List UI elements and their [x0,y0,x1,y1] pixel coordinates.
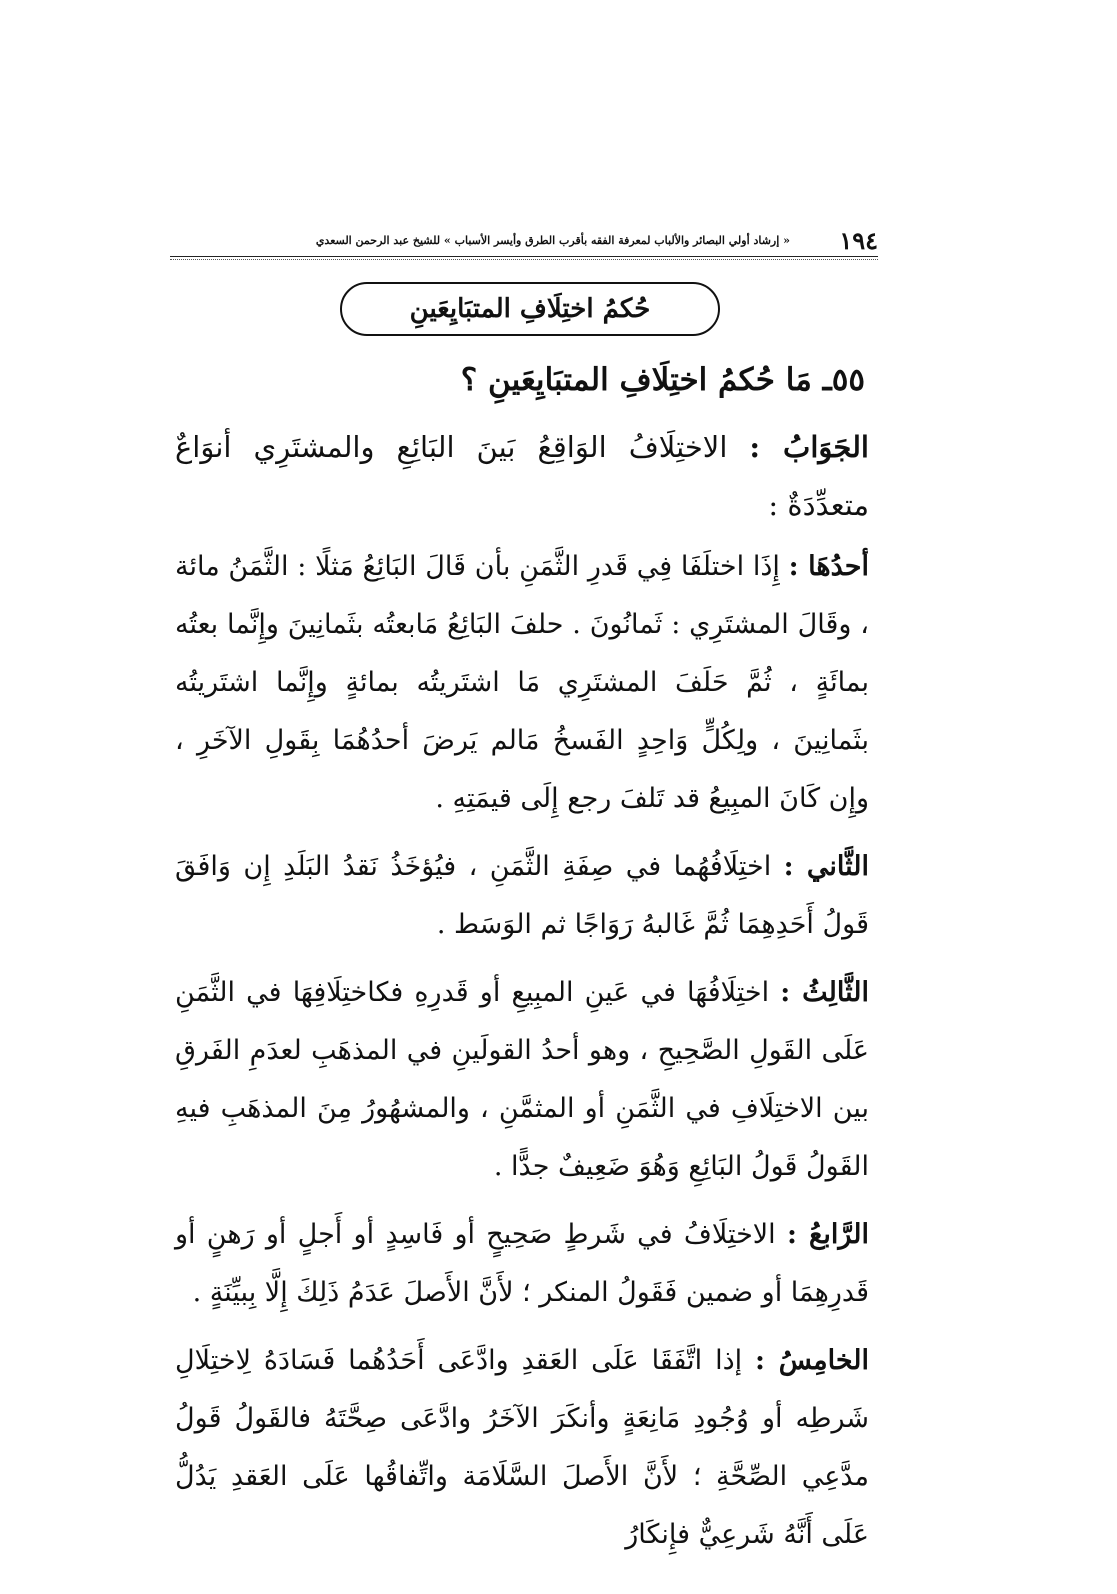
paragraph-lead: الثَّاني : [783,851,869,882]
running-header [170,226,878,256]
answer-paragraph [175,418,869,534]
running-title: « إرشاد أولي البصائر والألباب لمعرفة الفقه بأقرب الطرق وأيسر الأسباب » للشيخ عبد الرحمن السعدي [315,234,790,247]
paragraph-first [175,538,869,828]
page-number: ١٩٤ [839,226,878,255]
paragraph-text: إذا اتَّفَقَا عَلَى العَقدِ وادَّعَى أَحَدُهُما فَسَادَهُ لِاختِلَالِ شَرطِه أو وُجُودِ مَانِعَةٍ وأنكَرَ الآخَرُ وادَّعَى صِحَّتَهُ فالقَولُ قَولُ مدَّعِي الصِّحَّةِ ؛ لأَنَّ الأَصلَ السَّلَامَة واتِّفاقُها عَلَى العَقدِ يَدُلُّ عَلَى أَنَّهُ شَرعِيٌّ فإِنكَارُ [175,1345,869,1550]
header-rule [170,256,878,257]
paragraph-third [175,964,869,1196]
paragraph-lead: أحدُهَا : [788,551,869,582]
section-title: حُكمُ اختِلَافِ المتبَايِعَينِ [409,294,651,324]
paragraph-second [175,838,869,954]
paragraph-fifth [175,1332,869,1564]
paragraph-text: إِذَا اختلَفَا فِي قَدرِ الثَّمَنِ بأن قَالَ البَائِعُ مَثلًا : الثَّمَنُ مائة ، وقَالَ المشتَرِي : ثَمانُونَ . حلفَ البَائِعُ مَابعتُه بثَمانِينَ وإِنَّما بعتُه بمائَةٍ ، ثُمَّ حَلَفَ المشتَرِي مَا اشتَريتُه بمائةٍ وإِنَّما اشتَريتُه بثَمانِينَ ، ولِكُلٍّ وَاحِدٍ الفَسخُ مَالم يَرضَ أحدُهُمَا بِقَولِ الآخَرِ ، وإِن كَانَ المبِيعُ قد تَلفَ رجع إِلَى قيمَتِهِ . [175,551,869,814]
answer-text: الاختِلَافُ الوَاقِعُ بَينَ البَائِعِ والمشتَرِي أنوَاعٌ متعدِّدَةٌ : [175,430,869,522]
paragraph-text: الاختِلَافُ في شَرطٍ صَحِيحٍ أو فَاسِدٍ أو أَجلٍ أو رَهنٍ أو قَدرِهِمَا أو ضمين فَقَولُ المنكر ؛ لأَنَّ الأَصلَ عَدَمُ ذَلِكَ إِلَّا بِبيِّنَةٍ . [175,1219,869,1308]
paragraph-lead: الثَّالِثُ : [780,977,869,1008]
paragraph-lead: الرَّابعُ : [786,1219,869,1250]
paragraph-text: اختِلَافُهَا في عَينِ المبِيعِ أو قَدرِهِ فكاختِلَافِهَا في الثَّمَنِ عَلَى القَولِ الصَّحِيحِ ، وهو أحدُ القولَينِ في المذهَبِ لعدَمِ الفَرقِ بين الاختِلَافِ في الثَّمَنِ أو المثمَّنِ ، والمشهُورُ مِنَ المذهَبِ فيهِ القَولُ قَولُ البَائِعِ وَهُوَ ضَعِيفٌ جدًّا . [175,977,869,1182]
paragraph-lead: الخامِسُ : [755,1345,869,1376]
paragraph-fourth [175,1206,869,1322]
header-rule-dotted [170,259,878,260]
question-heading: ٥٥ـ مَا حُكمُ اختِلَافِ المتبَايِعَينِ ؟ [460,362,865,398]
answer-lead: الجَوَابُ : [749,430,869,464]
paragraph-text: اختِلَافُهُما في صِفَةِ الثَّمَنِ ، فيُؤخَذُ نَقدُ البَلَدِ إِن وَافَقَ قَولُ أَحَدِهِمَا ثُمَّ غَالبهُ رَوَاجًا ثم الوَسَط . [175,851,869,940]
section-title-box [340,282,720,336]
body-text [175,418,869,1574]
